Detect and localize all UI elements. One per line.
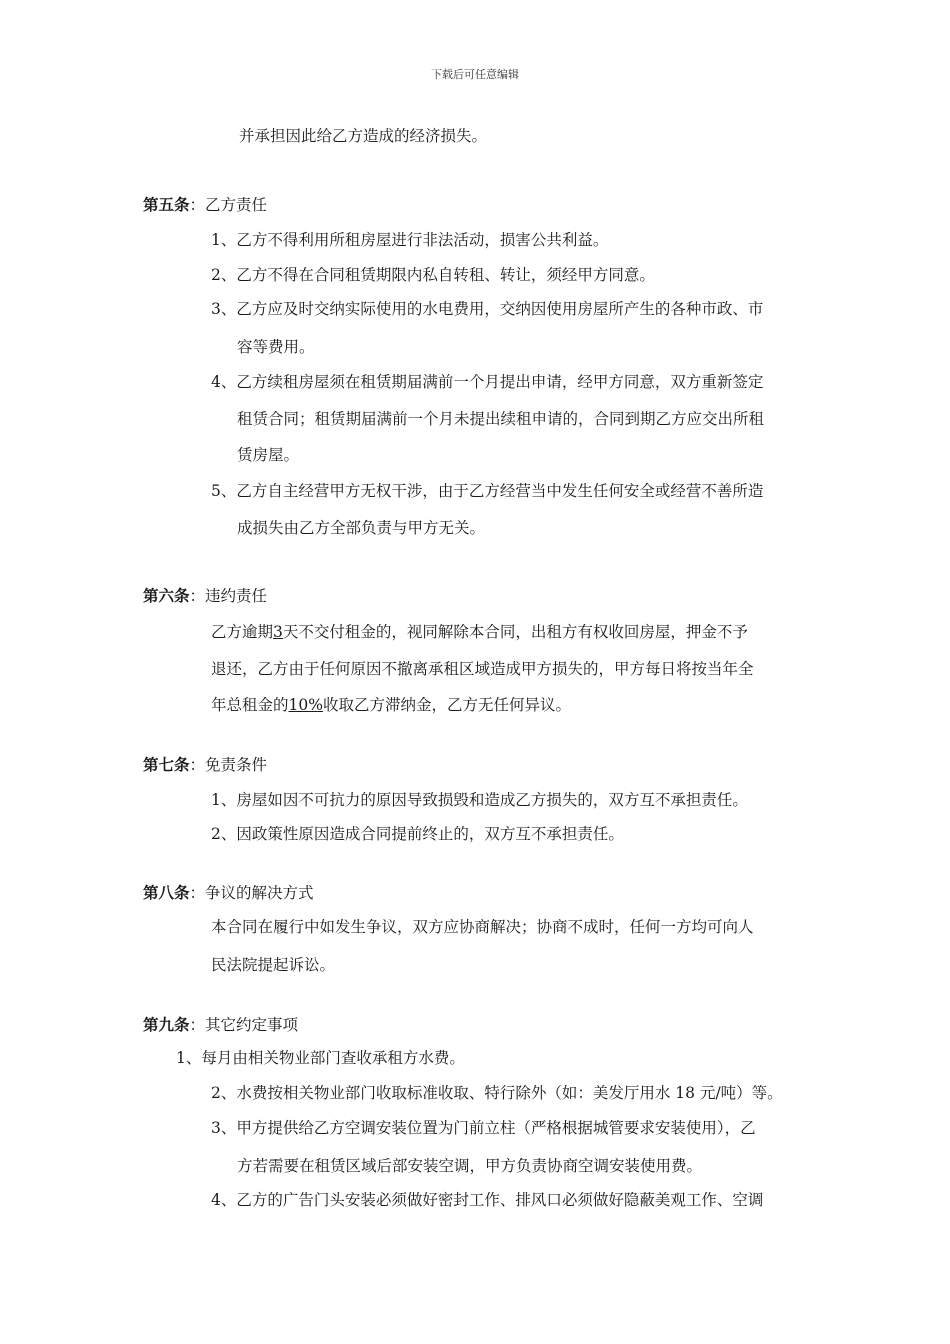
article-8-heading xyxy=(143,883,314,903)
article-6-line-1 xyxy=(211,622,748,642)
article-5-item-1: 1、乙方不得利用所租房屋进行非法活动，损害公共利益。 xyxy=(211,231,609,249)
article-7-label: 第七条 xyxy=(143,755,190,774)
article-5-title: ：乙方责任 xyxy=(189,196,268,214)
article-7-title: ：免责条件 xyxy=(189,756,268,774)
article-6-line-2: 退还，乙方由于任何原因不撤离承租区域造成甲方损失的，甲方每日将按当年全 xyxy=(211,660,754,678)
article-9-item-2: 2、水费按相关物业部门收取标准收取、特行除外（如：美发厅用水 18 元/吨）等。 xyxy=(211,1084,783,1102)
article-7-item-1: 1、房屋如因不可抗力的原因导致损毁和造成乙方损失的，双方互不承担责任。 xyxy=(211,791,748,809)
article-9-heading xyxy=(143,1015,298,1035)
article-9-title: ：其它约定事项 xyxy=(189,1016,299,1034)
article-8-line-2: 民法院提起诉讼。 xyxy=(211,956,336,974)
article-5-label: 第五条 xyxy=(143,195,190,214)
article-7-item-2: 2、因政策性原因造成合同提前终止的，双方互不承担责任。 xyxy=(211,825,624,843)
article-8-line-1: 本合同在履行中如发生争议，双方应协商解决；协商不成时，任何一方均可向人 xyxy=(211,918,754,936)
article-7-heading xyxy=(143,755,267,775)
overdue-days-value: 3 xyxy=(273,623,283,641)
article-9-item-1: 1、每月由相关物业部门查收承租方水费。 xyxy=(176,1049,465,1067)
article-9-item-3-cont: 方若需要在租赁区域后部安装空调，甲方负责协商空调安装使用费。 xyxy=(237,1157,703,1175)
late-fee-percent: 10% xyxy=(288,696,323,714)
article-9-item-3: 3、甲方提供给乙方空调安装位置为门前立柱（严格根据城管要求安装使用），乙 xyxy=(211,1119,756,1137)
article-6-text: 乙方逾期 xyxy=(211,623,274,641)
page-header-note: 下载后可任意编辑 xyxy=(431,68,519,81)
article-5-item-5: 5、乙方自主经营甲方无权干涉，由于乙方经营当中发生任何安全或经营不善所造 xyxy=(211,482,764,500)
article-6-line-3 xyxy=(211,695,571,715)
article-5-item-3-cont: 容等费用。 xyxy=(237,338,315,356)
article-5-item-3: 3、乙方应及时交纳实际使用的水电费用，交纳因使用房屋所产生的各种市政、市 xyxy=(211,300,764,318)
article-5-item-2: 2、乙方不得在合同租赁期限内私自转租、转让，须经甲方同意。 xyxy=(211,266,655,284)
article-6-heading xyxy=(143,586,267,606)
article-9-item-4: 4、乙方的广告门头安装必须做好密封工作、排风口必须做好隐蔽美观工作、空调 xyxy=(211,1191,764,1209)
article-8-title: ：争议的解决方式 xyxy=(189,884,314,902)
article-6-label: 第六条 xyxy=(143,586,190,605)
article-6-text: 天不交付租金的，视同解除本合同，出租方有权收回房屋，押金不予 xyxy=(282,623,748,641)
article-5-item-4-cont: 租赁合同；租赁期届满前一个月未提出续租申请的，合同到期乙方应交出所租 xyxy=(237,410,765,428)
continuation-text: 并承担因此给乙方造成的经济损失。 xyxy=(239,127,488,145)
article-5-item-5-cont: 成损失由乙方全部负责与甲方无关。 xyxy=(237,519,486,537)
article-6-text: 年总租金的 xyxy=(211,696,289,714)
article-5-item-4-cont2: 赁房屋。 xyxy=(237,446,300,464)
article-9-label: 第九条 xyxy=(143,1015,190,1034)
article-5-heading xyxy=(143,195,267,215)
article-6-title: ：违约责任 xyxy=(189,587,268,605)
article-6-text: 收取乙方滞纳金，乙方无任何异议。 xyxy=(322,696,571,714)
article-8-label: 第八条 xyxy=(143,883,190,902)
article-5-item-4: 4、乙方续租房屋须在租赁期届满前一个月提出申请，经甲方同意，双方重新签定 xyxy=(211,373,764,391)
